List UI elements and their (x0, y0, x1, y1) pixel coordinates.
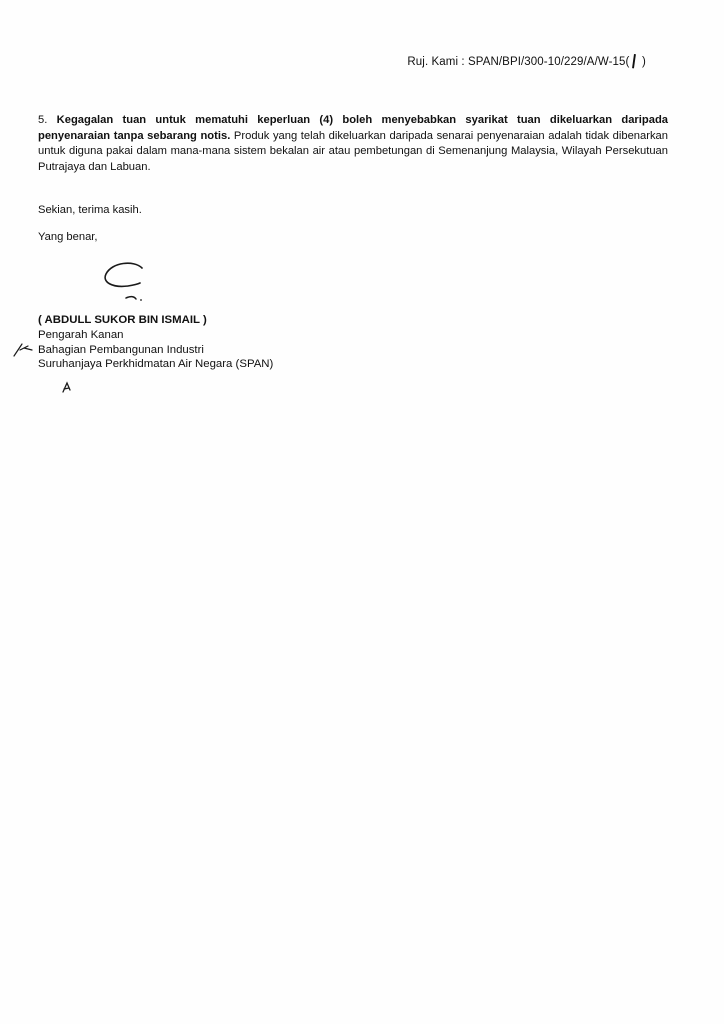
signatory-organisation: Suruhanjaya Perkhidmatan Air Negara (SPAN) (38, 358, 274, 371)
signatory-name: ( ABDULL SUKOR BIN ISMAIL ) (38, 314, 207, 326)
reference-prefix: Ruj. Kami : SPAN/BPI/300-10/229/A/W-15( (407, 56, 630, 68)
paragraph-regular-text: Produk yang telah dikeluarkan daripada senarai penyenaraian adalah tidak dibenarkan untuk diguna pakai dalam mana-mana sistem bekalan air atau pembetungan di Semenanjung Malaysia, Wilayah Persekutuan Putrajaya dan Labuan. (38, 129, 669, 173)
signatory-block (38, 313, 273, 372)
handwritten-tick-mark (12, 338, 34, 358)
paragraph-number: 5. (38, 114, 48, 126)
paragraph-5 (38, 113, 668, 175)
closing-salutation: Yang benar, (38, 231, 98, 243)
reference-number (407, 52, 646, 69)
signatory-title: Pengarah Kanan (38, 328, 124, 341)
handwritten-caret-mark (60, 380, 76, 394)
handwritten-signature (98, 258, 154, 306)
closing-thanks: Sekian, terima kasih. (38, 204, 142, 216)
signatory-division: Bahagian Pembangunan Industri (38, 343, 204, 356)
reference-suffix: ) (638, 56, 646, 68)
handwritten-reference-mark: | (631, 51, 638, 70)
paragraph-bold-text: Kegagalan tuan untuk mematuhi keperluan (4) boleh menyebabkan syarikat tuan dikeluarkan daripada penyenaraian tanpa sebarang notis. (38, 114, 668, 142)
